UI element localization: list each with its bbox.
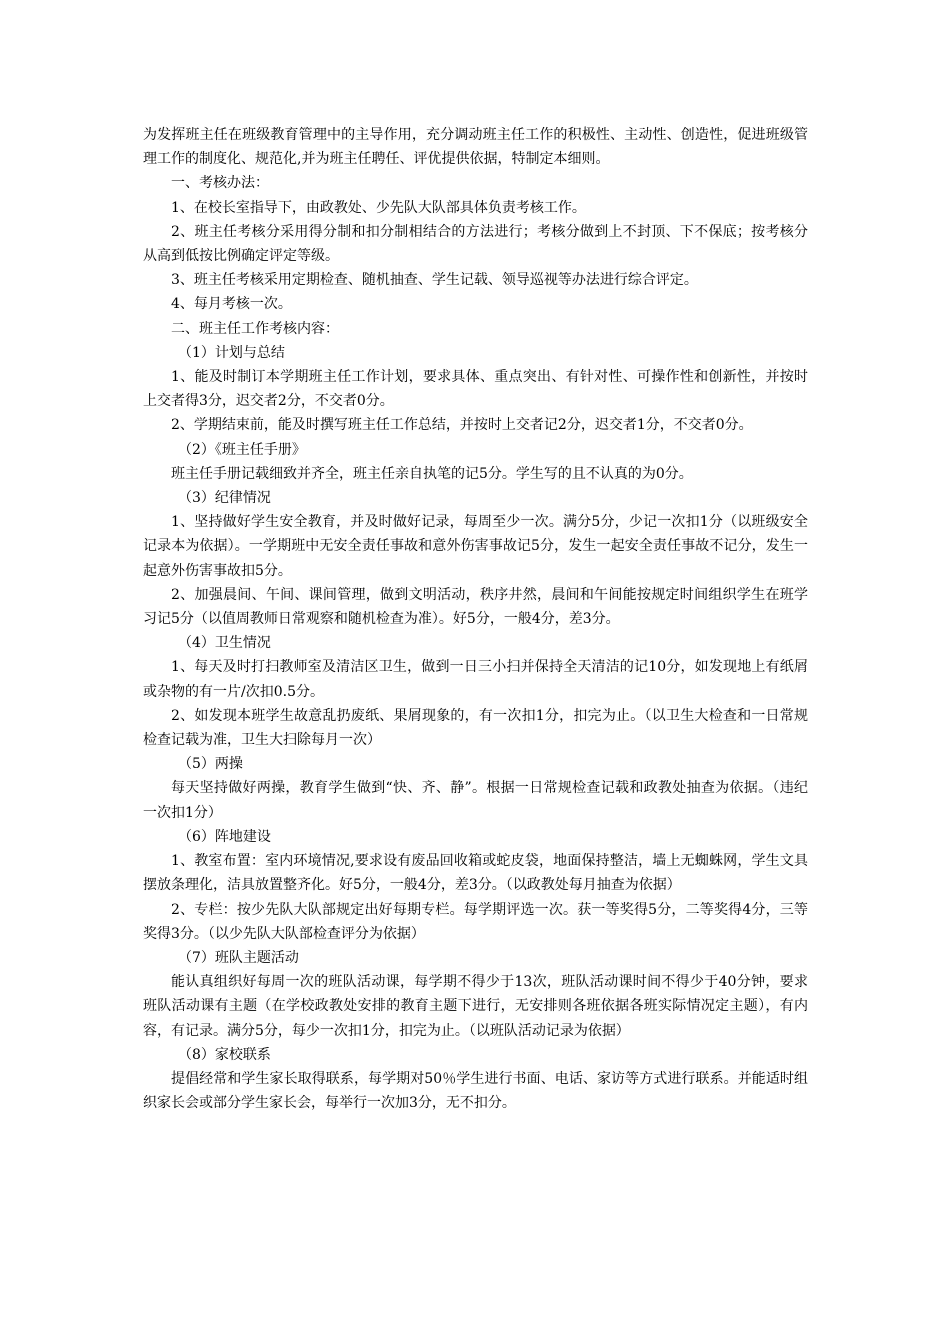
- method-item-4: 4、每月考核一次。: [171, 296, 292, 313]
- discipline-item-1: 1、坚持做好学生安全教育，并及时做好记录，每周至少一次。满分5分，少记一次扣1分（以班级安全记录本为依据）。一学期班中无安全责任事故和意外伤害事故记5分，发生一起安全责任事故不记分，发生一起意外伤害事故扣5分。: [143, 514, 808, 579]
- document-body: [143, 123, 808, 1115]
- method-item-2: 2、班主任考核分采用得分制和扣分制相结合的方法进行；考核分做到上不封顶、下不保底；按考核分从高到低按比例确定评定等级。: [143, 223, 808, 265]
- exercises-paragraph: 每天坚持做好两操，教育学生做到“快、齐、静”。根据一日常规检查记载和政教处抽查为依据。（违纪一次扣1分）: [143, 780, 808, 821]
- method-item-1: 1、在校长室指导下，由政教处、少先队大队部具体负责考核工作。: [171, 199, 586, 216]
- section-heading-assessment-content: 二、班主任工作考核内容：: [171, 320, 339, 337]
- subheading-plan-summary: （1）计划与总结: [178, 344, 285, 361]
- subheading-handbook: （2）《班主任手册》: [178, 441, 306, 458]
- discipline-item-2: 2、加强晨间、午间、课间管理，做到文明活动，秩序井然，晨间和午间能按规定时间组织学生在班学习记5分（以值周教师日常观察和随机检查为准）。好5分，一般4分，差3分。: [143, 586, 808, 628]
- intro-paragraph: 为发挥班主任在班级教育管理中的主导作用，充分调动班主任工作的积极性、主动性、创造性，促进班级管理工作的制度化、规范化,并为班主任聘任、评优提供依据，特制定本细则。: [143, 127, 808, 168]
- class-activities-paragraph: 能认真组织好每周一次的班队活动课，每学期不得少于13次，班队活动课时间不得少于40分钟，要求班队活动课有主题（在学校政教处安排的教育主题下进行，无安排则各班依据各班实际情况定主题），有内容，有记录。满分5分，每少一次扣1分，扣完为止。（以班队活动记录为依据）: [143, 974, 808, 1039]
- subheading-home-school: （8）家校联系: [178, 1046, 271, 1063]
- classroom-item-2: 2、专栏：按少先队大队部规定出好每期专栏。每学期评选一次。获一等奖得5分，二等奖得4分，三等奖得3分。（以少先队大队部检查评分为依据）: [143, 901, 808, 942]
- hygiene-item-1: 1、每天及时打扫教师室及清洁区卫生，做到一日三小扫并保持全天清洁的记10分，如发现地上有纸屑或杂物的有一片/次扣0.5分。: [143, 659, 808, 700]
- section-heading-assessment-method: 一、考核办法：: [171, 175, 269, 192]
- subheading-class-activities: （7）班队主题活动: [178, 949, 299, 966]
- subheading-discipline: （3）纪律情况: [178, 490, 271, 507]
- subheading-exercises: （5）两操: [178, 756, 243, 773]
- plan-item-2: 2、学期结束前，能及时撰写班主任工作总结，并按时上交者记2分，迟交者1分，不交者0分。: [171, 417, 753, 434]
- handbook-paragraph: 班主任手册记载细致并齐全，班主任亲自执笔的记5分。学生写的且不认真的为0分。: [171, 465, 693, 482]
- method-item-3: 3、班主任考核采用定期检查、随机抽查、学生记载、领导巡视等办法进行综合评定。: [171, 272, 698, 289]
- home-school-paragraph: 提倡经常和学生家长取得联系，每学期对50％学生进行书面、电话、家访等方式进行联系。并能适时组织家长会或部分学生家长会，每举行一次加3分，无不扣分。: [143, 1070, 808, 1112]
- classroom-item-1: 1、教室布置：室内环境情况,要求设有废品回收箱或蛇皮袋，地面保持整洁，墙上无蜘蛛网，学生文具摆放条理化，洁具放置整齐化。好5分，一般4分，差3分。（以政教处每月抽查为依据）: [143, 853, 808, 894]
- subheading-classroom-building: （6）阵地建设: [178, 828, 271, 845]
- plan-item-1: 1、能及时制订本学期班主任工作计划，要求具体、重点突出、有针对性、可操作性和创新性，并按时上交者得3分，迟交者2分，不交者0分。: [143, 369, 808, 410]
- subheading-hygiene: （4）卫生情况: [178, 635, 271, 652]
- hygiene-item-2: 2、如发现本班学生故意乱扔废纸、果屑现象的，有一次扣1分，扣完为止。（以卫生大检查和一日常规检查记载为准，卫生大扫除每月一次）: [143, 707, 808, 749]
